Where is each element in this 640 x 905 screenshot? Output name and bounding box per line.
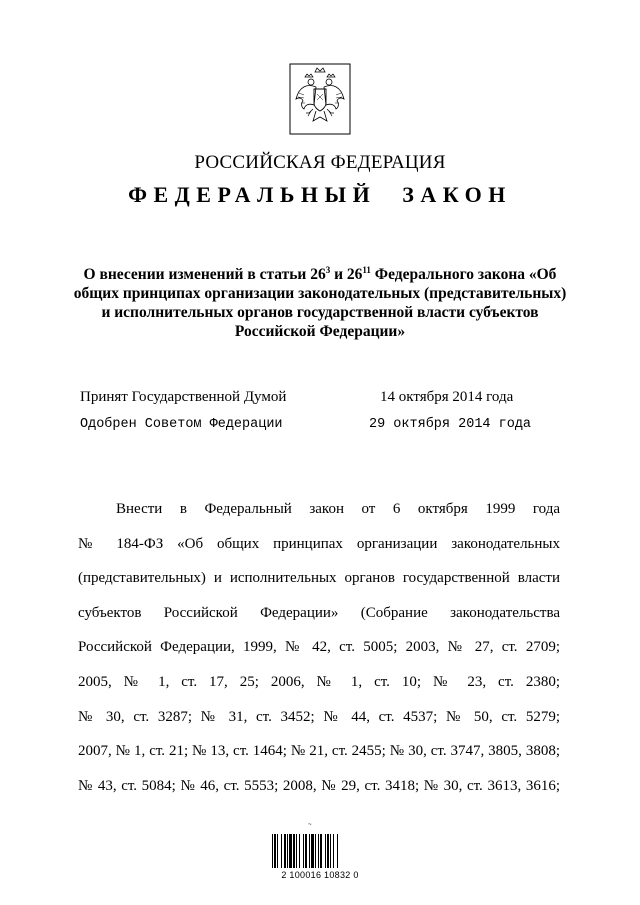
barcode-bar: [318, 834, 319, 868]
barcode-bar: [309, 834, 310, 868]
barcode-bar: [330, 834, 331, 868]
barcode-bar: [311, 834, 314, 868]
barcode-bar: [320, 834, 322, 868]
barcode-bars: [270, 834, 370, 870]
document-type-heading: ФЕДЕРАЛЬНЫЙ ЗАКОН: [128, 182, 512, 207]
title-superscript-2: 11: [362, 265, 371, 275]
body-line: (представительных) и исполнительных органов государственной власти: [78, 570, 560, 587]
adoption-row-federation-council: [80, 417, 550, 437]
barcode: [270, 822, 370, 884]
adoption-date: 14 октября 2014 года: [380, 389, 514, 405]
scribble-mark: ~: [308, 822, 312, 828]
barcode-number: 2 100016 10832 0: [281, 870, 359, 880]
body-line: Российской Федерации, 1999, № 42, ст. 5005; 2003, № 27, ст. 2709;: [78, 639, 560, 656]
barcode-bar: [289, 834, 292, 868]
barcode-bar: [287, 834, 288, 868]
adoption-label: Одобрен Советом Федерации: [80, 417, 283, 432]
barcode-bar: [274, 834, 276, 868]
barcode-bar: [281, 834, 282, 868]
adoption-date: 29 октября 2014 года: [369, 417, 532, 432]
barcode-bar: [299, 834, 300, 868]
barcode-bar: [303, 834, 304, 868]
body-line: № 184-ФЗ «Об общих принципах организации законодательных: [78, 535, 560, 552]
barcode-bar: [305, 834, 307, 868]
barcode-bar: [293, 834, 295, 868]
barcode-bar: [327, 834, 329, 868]
body-line: субъектов Российской Федерации» (Собрание законодательства: [78, 604, 560, 621]
adoption-label: Принят Государственной Думой: [80, 389, 287, 405]
barcode-bar: [315, 834, 316, 868]
barcode-bar: [337, 834, 338, 868]
title-part-3: Федерального закона «Об общих принципах организации законодательных (представительных) и исполнительных органов государственной власти субъектов Российской Федерации»: [73, 266, 567, 340]
barcode-bar: [325, 834, 326, 868]
barcode-bar: [333, 834, 334, 868]
barcode-bar: [284, 834, 286, 868]
coat-of-arms-icon: [289, 63, 351, 135]
title-superscript-1: 3: [325, 265, 331, 275]
barcode-bar: [272, 834, 273, 868]
body-line: 2007, № 1, ст. 21; № 13, ст. 1464; № 21, ст. 2455; № 30, ст. 3747, 3805, 3808;: [78, 743, 560, 760]
body-line: 2005, № 1, ст. 17, 25; 2006, № 1, ст. 10; № 23, ст. 2380;: [78, 673, 560, 690]
title-part-1: О внесении изменений в статьи 26: [83, 266, 326, 283]
body-line: Внести в Федеральный закон от 6 октября 1999 года: [116, 501, 560, 517]
adoption-row-duma: [80, 389, 550, 409]
barcode-bar: [277, 834, 278, 868]
body-line: № 43, ст. 5084; № 46, ст. 5553; 2008, № 29, ст. 3418; № 30, ст. 3613, 3616;: [78, 777, 560, 794]
title-part-2: и 26: [330, 266, 363, 283]
barcode-bar: [296, 834, 297, 868]
country-heading: РОССИЙСКАЯ ФЕДЕРАЦИЯ: [194, 152, 446, 173]
law-body: [78, 492, 560, 803]
body-line: № 30, ст. 3287; № 31, ст. 3452; № 44, ст. 4537; № 50, ст. 5279;: [78, 708, 560, 725]
law-title: [70, 265, 570, 341]
